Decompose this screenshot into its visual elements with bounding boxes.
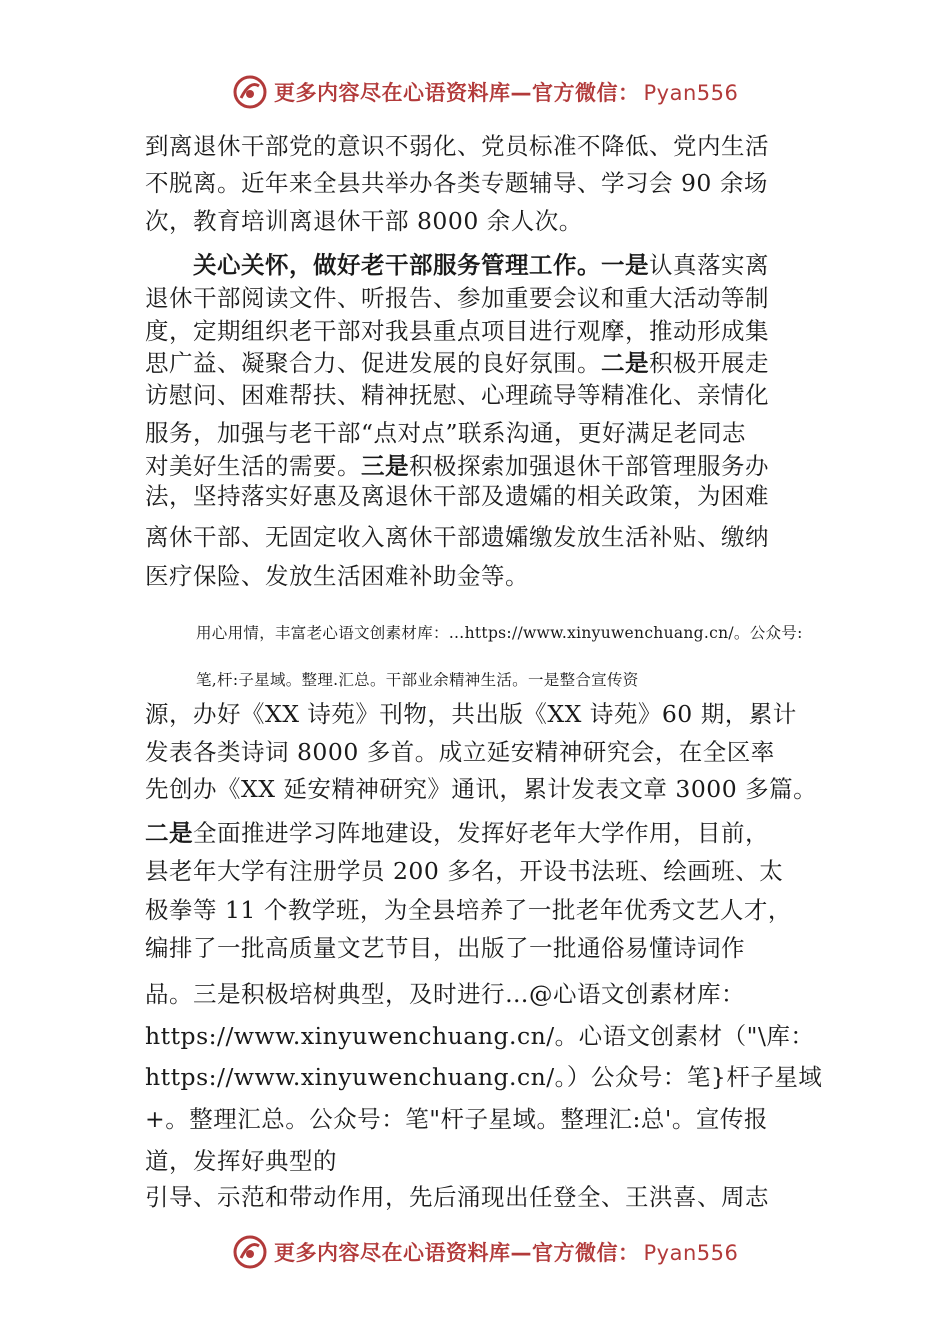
text-line: 医疗保险、发放生活困难补助金等。 [145,562,529,590]
text-line: 法，坚持落实好惠及离退休干部及遗孀的相关政策，为困难 [145,482,769,510]
text-line: 离休干部、无固定收入离休干部遗孀缴发放生活补贴、缴纳 [145,523,769,551]
seal-logo-icon [232,1234,268,1270]
text-line: 发表各类诗词 8000 多首。成立延安精神研究会，在全区率 [145,738,775,766]
seal-logo-icon [232,74,268,110]
text-line: https://www.xinyuwenchuang.cn/。心语文创素材（"\库： [145,1022,815,1050]
text-line: 对美好生活的需要。三是积极探索加强退休干部管理服务办 [145,452,769,480]
text-line: 县老年大学有注册学员 200 多名，开设书法班、绘画班、太 [145,857,784,885]
text-line: 度，定期组织老干部对我县重点项目进行观摩，推动形成集 [145,317,769,345]
text-line: 道，发挥好典型的 [145,1147,337,1175]
paragraph-heading-line: 关心关怀，做好老干部服务管理工作。一是认真落实离 [193,251,769,279]
text-line: https://www.xinyuwenchuang.cn/。）公众号：笔}杆子星域 [145,1063,823,1091]
text-line: 服务，加强与老干部“点对点”联系沟通，更好满足老同志 [145,419,747,447]
text-line: 引导、示范和带动作用，先后涌现出任登全、王洪喜、周志 [145,1183,769,1211]
text-line: 到离退休干部党的意识不弱化、党员标准不降低、党内生活 [145,132,769,160]
text-line: 二是全面推进学习阵地建设，发挥好老年大学作用，目前， [145,819,769,847]
banner-wechat-id: Pyan556 [643,1241,739,1265]
text-line: 退休干部阅读文件、听报告、参加重要会议和重大活动等制 [145,284,769,312]
text-line: 极拳等 11 个教学班，为全县培养了一批老年优秀文艺人才， [145,896,792,924]
banner-title: 更多内容尽在心语资料库—官方微信： Pyan556 [274,81,739,105]
bold-marker: 二是 [145,819,193,847]
watermark-text-line: 用心用情，丰富老心语文创素材库：…https://www.xinyuwenchuang.cn/。公众号: [196,624,803,642]
text-line: +。整理汇总。公众号：笔"杆子星域。整理汇:总'。宣传报 [145,1105,768,1133]
text-line: 先创办《XX 延安精神研究》通讯，累计发表文章 3000 多篇。 [145,775,818,803]
header-banner [232,72,752,112]
footer-banner [232,1232,752,1272]
bold-heading: 关心关怀，做好老干部服务管理工作。一是 [193,251,649,279]
watermark-text-line: 笔,杆:子星域。整理.汇总。干部业余精神生活。一是整合宣传资 [196,671,639,689]
text-line: 编排了一批高质量文艺节目，出版了一批通俗易懂诗词作 [145,934,745,962]
banner-title: 更多内容尽在心语资料库—官方微信： Pyan556 [274,1241,739,1265]
text-line: 次，教育培训离退休干部 8000 余人次。 [145,207,583,235]
text-line: 源，办好《XX 诗苑》刊物，共出版《XX 诗苑》60 期，累计 [145,700,797,728]
bold-marker: 二是 [601,349,649,377]
text-line: 访慰问、困难帮扶、精神抚慰、心理疏导等精准化、亲情化 [145,381,769,409]
text-line: 品。三是积极培树典型，及时进行…@心语文创素材库： [145,980,745,1008]
text-line: 思广益、凝聚合力、促进发展的良好氛围。二是积极开展走 [145,349,769,377]
banner-wechat-id: Pyan556 [643,81,739,105]
text-line: 不脱离。近年来全县共举办各类专题辅导、学习会 90 余场 [145,169,768,197]
bold-marker: 三是 [361,452,409,480]
